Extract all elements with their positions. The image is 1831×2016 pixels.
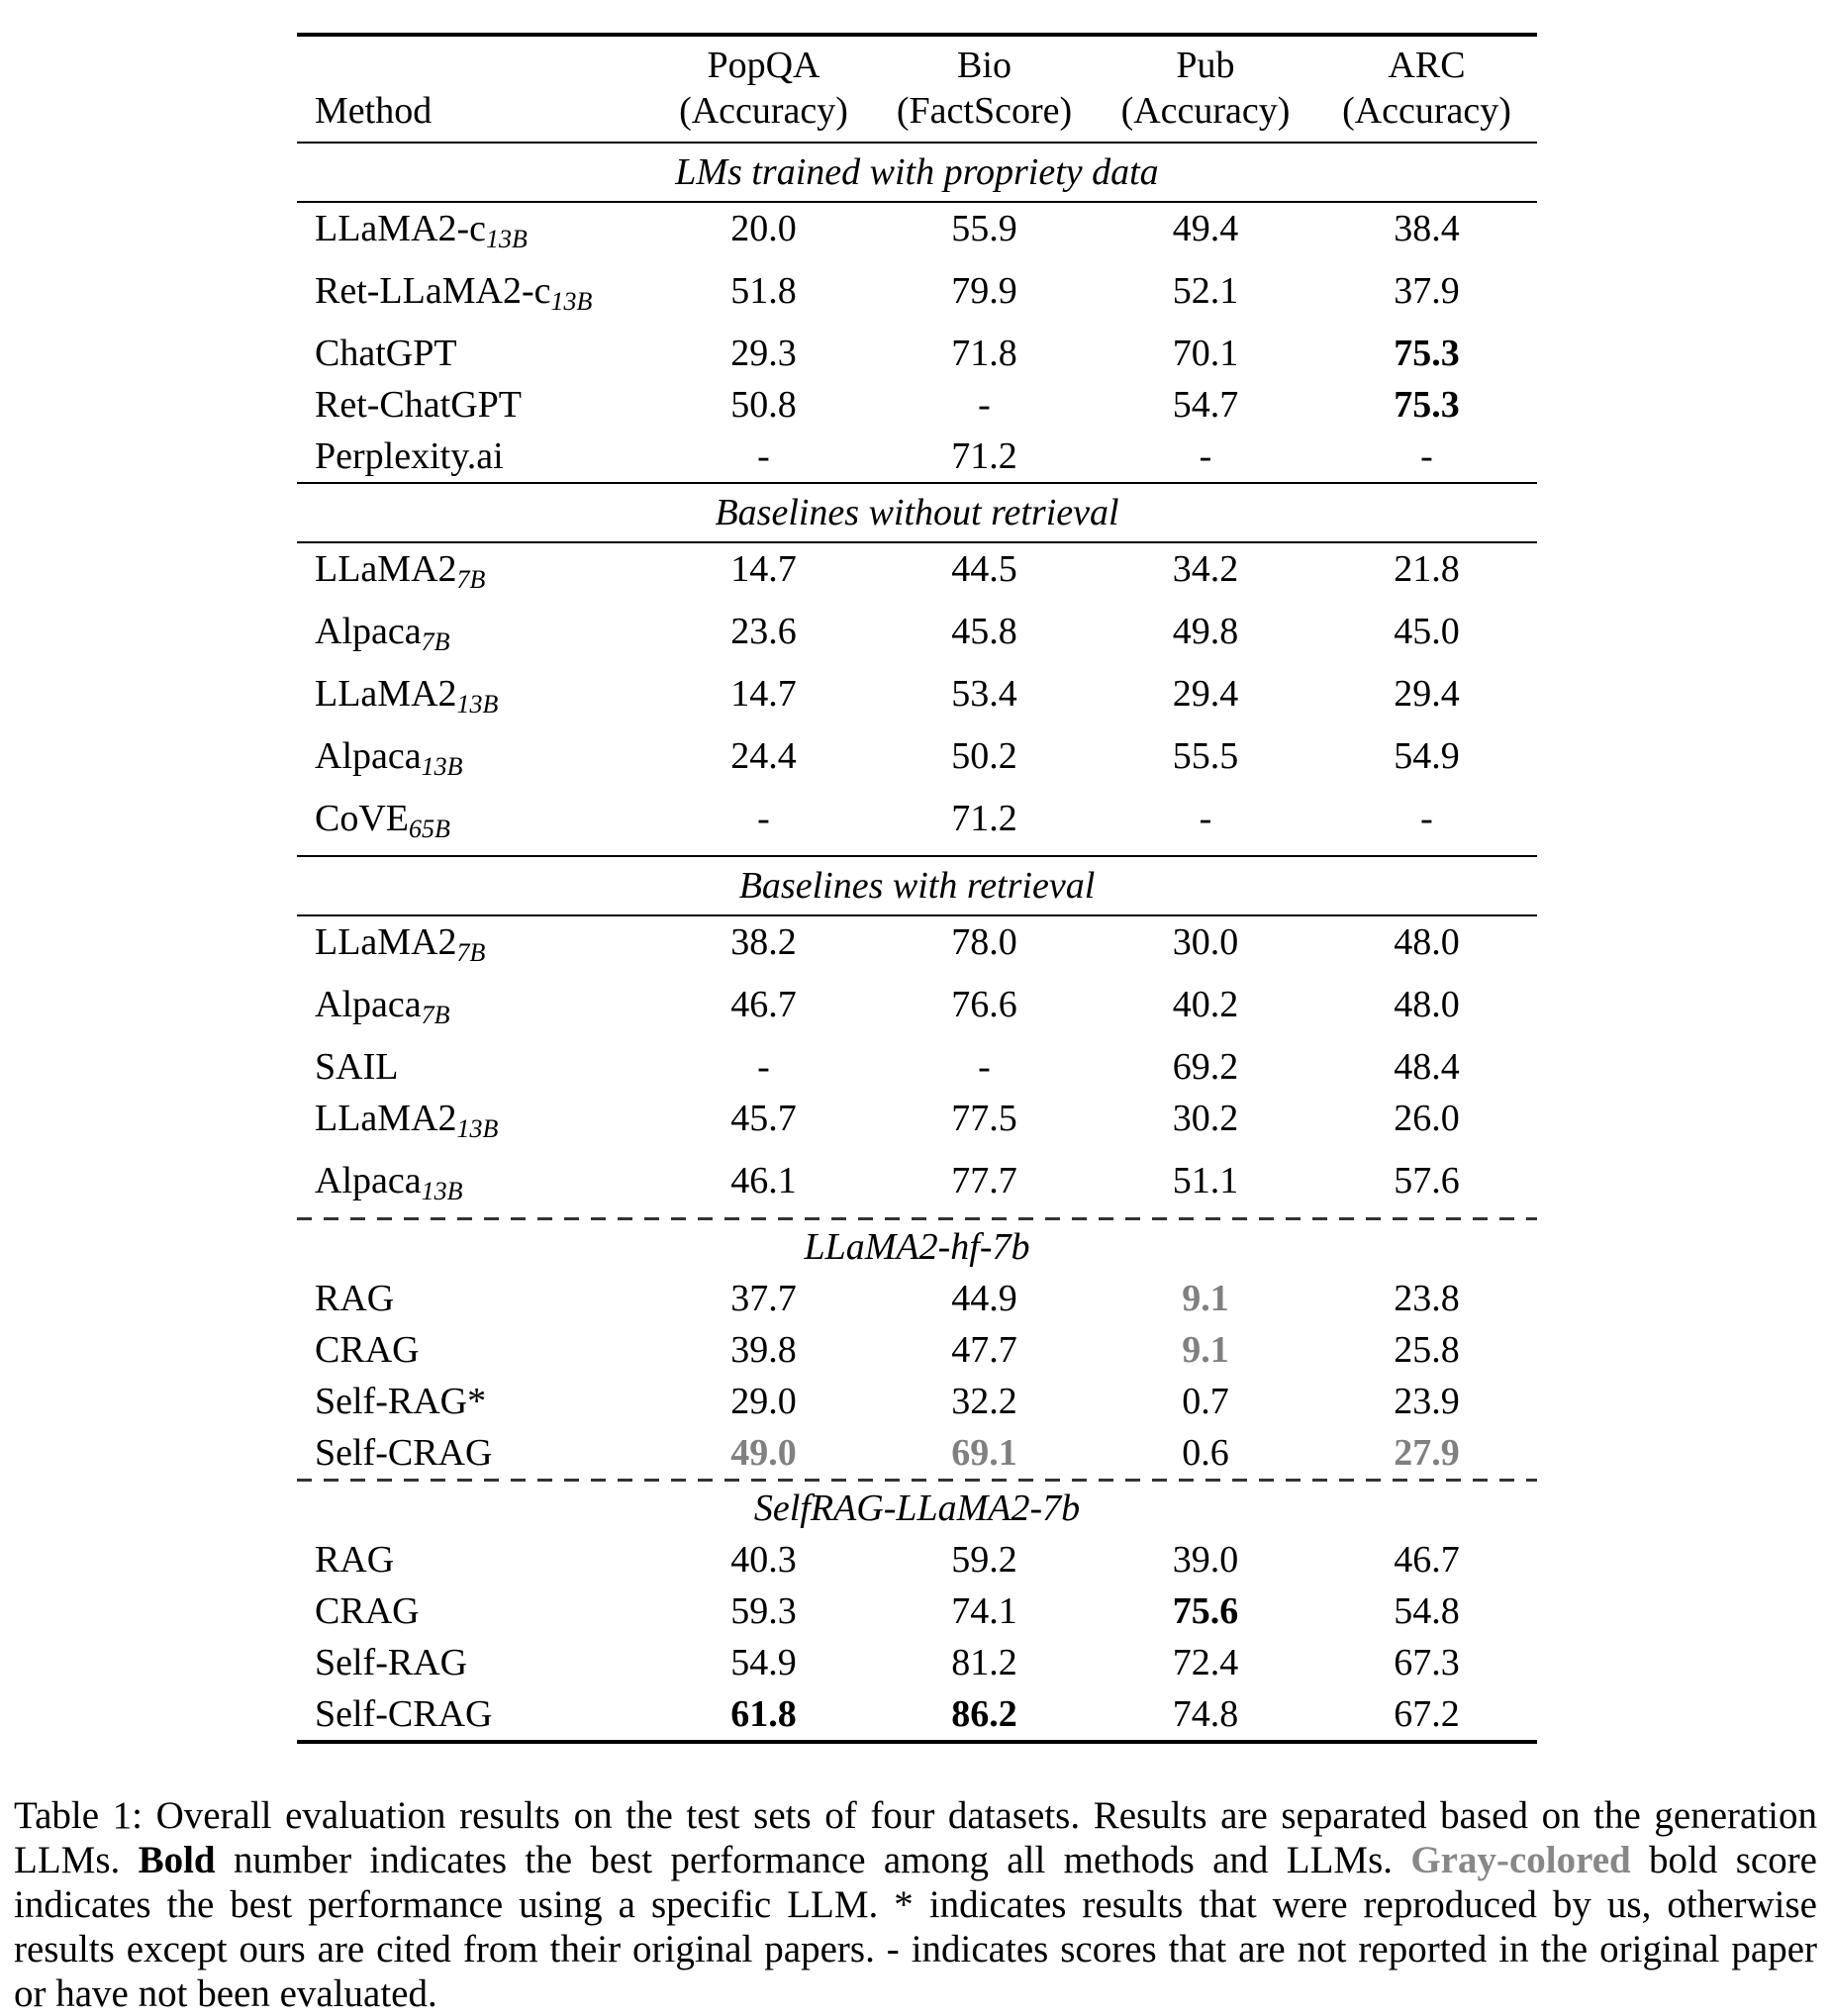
score-value: 32.2 [951,1381,1017,1422]
value-cell [874,730,1095,793]
table-body [297,142,1537,1740]
method-cell [297,1376,653,1427]
value-cell [874,1093,1095,1155]
value-cell [653,265,874,328]
method-name: LLaMA2 [315,548,457,590]
method-cell [297,1637,653,1688]
method-name: LLaMA2 [315,673,457,715]
method-cell [297,543,653,606]
score-value: - [978,1046,991,1088]
score-value: 9.1 [1182,1329,1229,1371]
score-value: 38.4 [1394,208,1460,249]
score-value: 55.5 [1172,735,1239,777]
table-row [297,668,1537,730]
value-cell [653,431,874,482]
value-cell [1095,916,1316,979]
value-cell [1095,1324,1316,1376]
score-value: 59.2 [951,1539,1017,1581]
table-row [297,265,1537,328]
value-cell [653,1585,874,1637]
value-cell [874,793,1095,855]
value-cell [653,543,874,606]
score-value: 29.3 [730,333,797,374]
score-value: 54.8 [1394,1590,1460,1632]
value-cell [653,1637,874,1688]
score-value: 67.2 [1394,1693,1460,1735]
score-value: 14.7 [730,673,797,715]
value-cell [653,1427,874,1479]
column-label-line1: Bio [957,45,1012,86]
score-value: 49.8 [1172,611,1239,652]
value-cell [874,1637,1095,1688]
score-value: 77.5 [951,1098,1017,1139]
method-name: Alpaca [315,1160,422,1201]
score-value: 74.8 [1172,1693,1239,1735]
score-value: 76.6 [951,984,1017,1025]
score-value: 81.2 [951,1642,1017,1683]
method-name: Self-RAG [315,1642,468,1683]
value-cell [653,1324,874,1376]
value-cell [1095,606,1316,668]
value-cell [1316,1637,1537,1688]
method-cell [297,1155,653,1217]
value-cell [1095,203,1316,265]
value-cell [1095,1534,1316,1585]
value-cell [874,431,1095,482]
score-value: 34.2 [1172,548,1239,590]
method-subscript: 7B [421,627,450,656]
header-cell [1095,43,1316,134]
score-value: 53.4 [951,673,1017,715]
score-value: 27.9 [1394,1432,1460,1474]
score-value: 51.1 [1172,1160,1239,1201]
method-name: LLaMA2-c [315,208,487,249]
score-value: 71.8 [951,333,1017,374]
value-cell [1316,606,1537,668]
value-cell [653,1041,874,1093]
table-row [297,1427,1537,1479]
score-value: - [757,1046,770,1088]
value-cell [1316,1585,1537,1637]
method-cell [297,265,653,328]
score-value: 26.0 [1394,1098,1460,1139]
score-value: 23.8 [1394,1278,1460,1319]
value-cell [874,668,1095,730]
score-value: 86.2 [951,1693,1017,1735]
value-cell [653,793,874,855]
score-value: 71.2 [951,435,1017,477]
score-value: 39.8 [730,1329,797,1371]
section-title-text: Baselines without retrieval [715,492,1119,533]
method-subscript: 13B [486,225,528,253]
score-value: 9.1 [1182,1278,1229,1319]
value-cell [1095,793,1316,855]
header-cell [874,43,1095,134]
score-value: 25.8 [1394,1329,1460,1371]
method-subscript: 7B [456,938,486,967]
table-row [297,730,1537,793]
value-cell [874,606,1095,668]
value-cell [1095,379,1316,431]
table-row [297,328,1537,379]
section-title [297,1482,1537,1534]
method-name: RAG [315,1278,395,1319]
score-value: 29.4 [1172,673,1239,715]
header-cell [1316,43,1537,134]
score-value: 54.7 [1172,384,1239,426]
value-cell [653,730,874,793]
method-subscript: 7B [421,1001,450,1029]
score-value: 61.8 [730,1693,797,1735]
column-label-line2: (FactScore) [896,90,1073,132]
method-cell [297,1324,653,1376]
score-value: 54.9 [730,1642,797,1683]
method-cell [297,1427,653,1479]
table-row [297,1637,1537,1688]
value-cell [653,379,874,431]
value-cell [1095,1637,1316,1688]
score-value: 75.3 [1394,384,1460,426]
score-value: 48.0 [1394,984,1460,1025]
value-cell [874,1427,1095,1479]
table-row [297,1041,1537,1093]
method-cell [297,1585,653,1637]
table-row [297,979,1537,1041]
score-value: 20.0 [730,208,797,249]
value-cell [1316,979,1537,1041]
method-name: CoVE [315,798,409,839]
value-cell [1316,431,1537,482]
caption-segment: bold score indicates the best performance using a specific LLM. * indicates results that were reproduced by us, otherwise results except ours are cited from their original papers. - indicates scores that are not reported in the original paper or have not been evaluated. [14,1839,1817,2015]
section-title-text: LMs trained with propriety data [675,151,1159,193]
value-cell [874,916,1095,979]
score-value: 24.4 [730,735,797,777]
section-title-text: SelfRAG-LLaMA2-7b [753,1488,1081,1529]
caption-segment: Table 1: Overall evaluation results on the test sets of four datasets. Results are separated based on the generation LLMs. [14,1794,1817,1881]
value-cell [653,203,874,265]
score-value: 45.7 [730,1098,797,1139]
score-value: 37.7 [730,1278,797,1319]
method-cell [297,916,653,979]
score-value: 75.6 [1172,1590,1239,1632]
score-value: 48.4 [1394,1046,1460,1088]
score-value: 50.2 [951,735,1017,777]
value-cell [874,1155,1095,1217]
score-value: 29.0 [730,1381,797,1422]
method-name: Self-CRAG [315,1432,493,1474]
score-value: 44.5 [951,548,1017,590]
score-value: - [1199,798,1212,839]
table-row [297,1273,1537,1324]
method-cell [297,203,653,265]
method-name: Alpaca [315,984,422,1025]
score-value: 50.8 [730,384,797,426]
score-value: 79.9 [951,270,1017,312]
score-value: 72.4 [1172,1642,1239,1683]
score-value: 23.9 [1394,1381,1460,1422]
value-cell [1095,1041,1316,1093]
score-value: 23.6 [730,611,797,652]
value-cell [874,1041,1095,1093]
value-cell [1095,543,1316,606]
value-cell [653,1376,874,1427]
header-cell [297,43,653,134]
value-cell [874,379,1095,431]
table-row [297,1688,1537,1740]
value-cell [653,1534,874,1585]
method-name: LLaMA2 [315,921,457,963]
column-label-line2: (Accuracy) [679,90,848,132]
value-cell [1316,730,1537,793]
score-value: 0.6 [1182,1432,1229,1474]
value-cell [874,1585,1095,1637]
column-label-line1: PopQA [707,45,820,86]
score-value: 45.8 [951,611,1017,652]
value-cell [874,265,1095,328]
score-value: 74.1 [951,1590,1017,1632]
section-title [297,1220,1537,1273]
method-cell [297,1041,653,1093]
method-name: CRAG [315,1329,420,1371]
score-value: 67.3 [1394,1642,1460,1683]
method-name: RAG [315,1539,395,1581]
score-value: 46.7 [1394,1539,1460,1581]
score-value: 75.3 [1394,333,1460,374]
table-row [297,1376,1537,1427]
score-value: 49.0 [730,1432,797,1474]
table-caption [14,1793,1817,2016]
score-value: 69.2 [1172,1046,1239,1088]
value-cell [1316,379,1537,431]
score-value: - [757,798,770,839]
value-cell [874,543,1095,606]
score-value: 39.0 [1172,1539,1239,1581]
section-title [297,855,1537,916]
score-value: 54.9 [1394,735,1460,777]
value-cell [653,979,874,1041]
method-subscript: 13B [421,752,463,781]
value-cell [1095,1093,1316,1155]
method-name: ChatGPT [315,333,457,374]
results-table [297,33,1537,1744]
method-subscript: 13B [550,287,593,316]
score-value: - [1420,435,1433,477]
table-row [297,1324,1537,1376]
header-cell [653,43,874,134]
value-cell [1316,1427,1537,1479]
method-name: CRAG [315,1590,420,1632]
value-cell [1316,793,1537,855]
value-cell [1316,916,1537,979]
method-subscript: 13B [456,690,499,719]
value-cell [653,1688,874,1740]
value-cell [653,916,874,979]
value-cell [1316,1534,1537,1585]
value-cell [653,668,874,730]
table-row [297,379,1537,431]
value-cell [1316,1155,1537,1217]
caption-segment: number indicates the best performance among all methods and LLMs. [215,1839,1411,1881]
value-cell [1095,431,1316,482]
value-cell [1095,1688,1316,1740]
value-cell [1095,1273,1316,1324]
value-cell [1316,265,1537,328]
method-cell [297,1534,653,1585]
value-cell [653,1155,874,1217]
section-title [297,482,1537,543]
value-cell [1095,979,1316,1041]
score-value: 78.0 [951,921,1017,963]
method-cell [297,431,653,482]
score-value: 69.1 [951,1432,1017,1474]
score-value: - [1199,435,1212,477]
value-cell [1316,328,1537,379]
value-cell [653,1273,874,1324]
value-cell [1316,668,1537,730]
method-name: Self-RAG* [315,1381,487,1422]
caption-segment: Gray-colored [1410,1839,1631,1881]
score-value: - [1420,798,1433,839]
method-name: Ret-ChatGPT [315,384,522,426]
column-label-line1: Pub [1176,45,1235,86]
value-cell [1316,1273,1537,1324]
score-value: 40.3 [730,1539,797,1581]
score-value: 71.2 [951,798,1017,839]
table-row [297,1585,1537,1637]
column-label-line2: (Accuracy) [1120,90,1291,132]
score-value: 51.8 [730,270,797,312]
method-name: Perplexity.ai [315,435,504,477]
table-row [297,1534,1537,1585]
score-value: - [978,384,991,426]
value-cell [653,1093,874,1155]
column-label-line2: Method [315,90,433,132]
value-cell [1095,1585,1316,1637]
section-title-text: LLaMA2-hf-7b [804,1226,1030,1268]
score-value: 49.4 [1172,208,1239,249]
value-cell [1316,1376,1537,1427]
method-name: Alpaca [315,735,422,777]
table-row [297,1155,1537,1217]
score-value: 55.9 [951,208,1017,249]
value-cell [874,1376,1095,1427]
score-value: 44.9 [951,1278,1017,1319]
score-value: 37.9 [1394,270,1460,312]
method-name: Alpaca [315,611,422,652]
score-value: 70.1 [1172,333,1239,374]
method-name: Ret-LLaMA2-c [315,270,551,312]
value-cell [874,1273,1095,1324]
method-cell [297,668,653,730]
value-cell [1095,1155,1316,1217]
table-row [297,543,1537,606]
value-cell [874,328,1095,379]
score-value: 30.2 [1172,1098,1239,1139]
value-cell [874,1688,1095,1740]
method-subscript: 13B [421,1177,463,1205]
method-cell [297,1093,653,1155]
table-row [297,1093,1537,1155]
caption-segment: Bold [138,1839,216,1881]
method-cell [297,328,653,379]
table-row [297,606,1537,668]
method-cell [297,730,653,793]
value-cell [1316,1093,1537,1155]
method-cell [297,979,653,1041]
method-name: Self-CRAG [315,1693,493,1735]
score-value: 52.1 [1172,270,1239,312]
value-cell [1095,730,1316,793]
value-cell [874,203,1095,265]
method-subscript: 13B [456,1114,499,1143]
method-name: SAIL [315,1046,399,1088]
value-cell [874,979,1095,1041]
score-value: 46.7 [730,984,797,1025]
value-cell [1316,1041,1537,1093]
score-value: 40.2 [1172,984,1239,1025]
method-cell [297,793,653,855]
table-row [297,203,1537,265]
value-cell [653,606,874,668]
section-title [297,142,1537,203]
value-cell [1095,1376,1316,1427]
table-row [297,431,1537,482]
value-cell [874,1324,1095,1376]
value-cell [653,328,874,379]
score-value: 48.0 [1394,921,1460,963]
method-name: LLaMA2 [315,1098,457,1139]
score-value: 29.4 [1394,673,1460,715]
value-cell [1316,203,1537,265]
score-value: 14.7 [730,548,797,590]
method-subscript: 65B [409,815,450,843]
method-cell [297,1273,653,1324]
score-value: 0.7 [1182,1381,1229,1422]
score-value: 30.0 [1172,921,1239,963]
value-cell [1095,1427,1316,1479]
column-label-line1: ARC [1388,45,1466,86]
score-value: - [757,435,770,477]
value-cell [1316,1688,1537,1740]
method-subscript: 7B [456,565,486,594]
score-value: 59.3 [730,1590,797,1632]
value-cell [1095,265,1316,328]
score-value: 38.2 [730,921,797,963]
score-value: 47.7 [951,1329,1017,1371]
value-cell [874,1534,1095,1585]
method-cell [297,606,653,668]
table-header-row [297,37,1537,142]
column-label-line2: (Accuracy) [1342,90,1511,132]
section-title-text: Baselines with retrieval [738,865,1096,907]
value-cell [1095,668,1316,730]
table-row [297,916,1537,979]
score-value: 77.7 [951,1160,1017,1201]
method-cell [297,379,653,431]
score-value: 21.8 [1394,548,1460,590]
method-cell [297,1688,653,1740]
value-cell [1316,543,1537,606]
score-value: 45.0 [1394,611,1460,652]
table-row [297,793,1537,855]
score-value: 57.6 [1394,1160,1460,1201]
value-cell [1095,328,1316,379]
score-value: 46.1 [730,1160,797,1201]
value-cell [1316,1324,1537,1376]
